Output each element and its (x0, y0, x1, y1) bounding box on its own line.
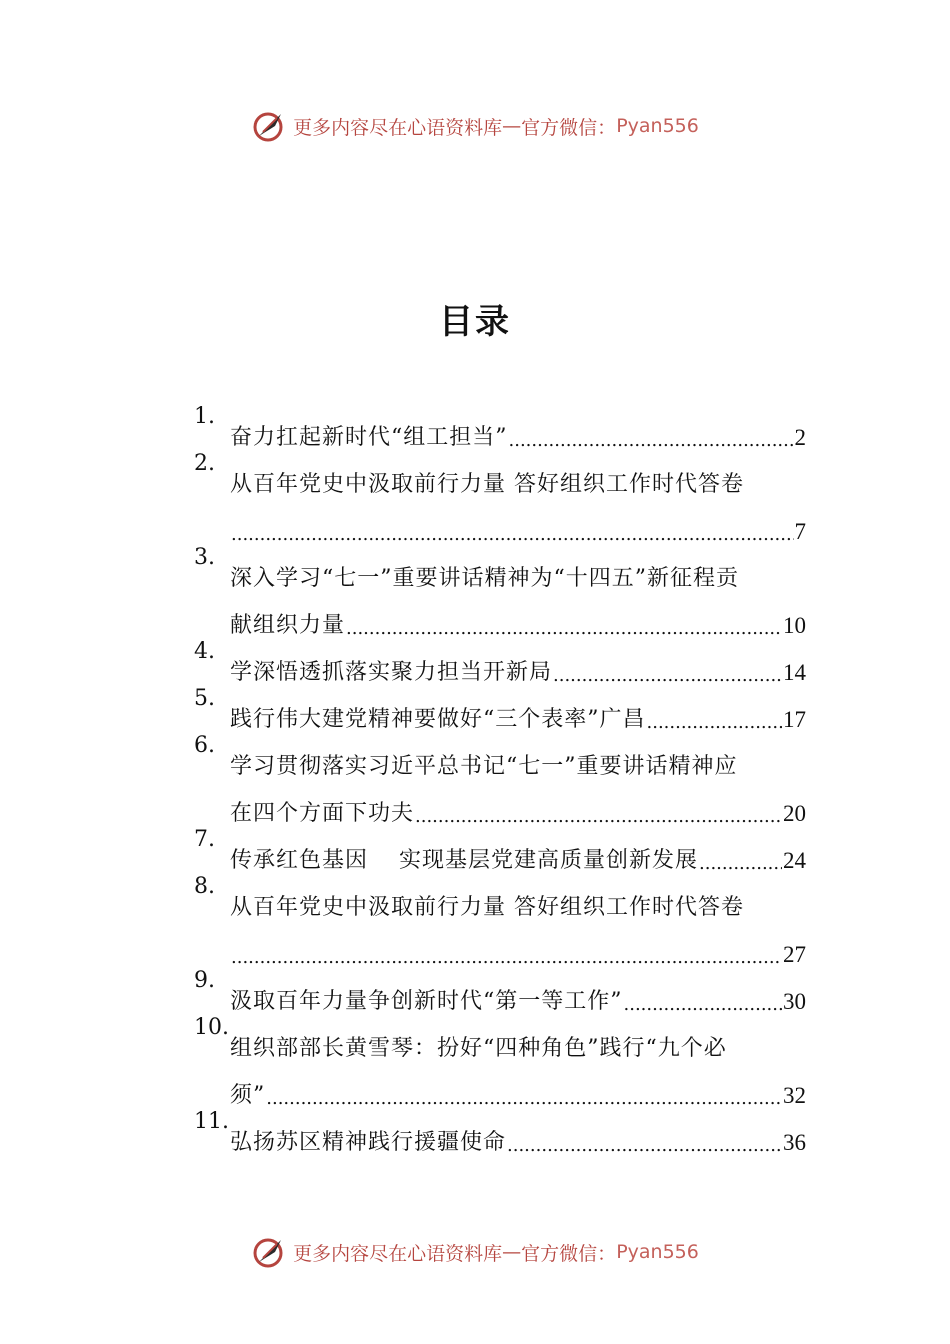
toc-entry-page: 14 (783, 660, 806, 685)
quill-logo-icon (251, 1234, 287, 1270)
toc-entry-number: 7. (194, 827, 215, 852)
toc-entry-title: 奋力扛起新时代“组工担当” (230, 425, 508, 450)
watermark-wechat-label: 官方微信： (521, 1242, 617, 1265)
toc-entry-number: 3. (194, 545, 215, 570)
toc-entry-title: 践行伟大建党精神要做好“三个表率”广昌 (230, 707, 646, 732)
toc-entry-number: 1. (194, 404, 215, 429)
toc-entry-number: 8. (194, 874, 215, 899)
toc-entry[interactable] (194, 1015, 806, 1109)
toc-entry-number: 6. (194, 733, 215, 758)
page-title: 目录 (439, 302, 511, 342)
watermark-text: 更多内容尽在心语资料库 (293, 116, 503, 139)
watermark-header (0, 108, 950, 144)
toc-entry-number: 10. (194, 1015, 229, 1040)
toc-entry[interactable] (194, 968, 806, 1015)
toc-entry-title: 学深悟透抓落实聚力担当开新局 (230, 660, 553, 685)
toc-entry-number: 9. (194, 968, 215, 993)
toc-entry-page: 27 (783, 942, 806, 967)
toc-dot-leader (509, 430, 794, 451)
toc-entry-page: 24 (783, 848, 806, 873)
toc-entry-title: 弘扬苏区精神践行援疆使命 (230, 1130, 507, 1155)
toc-entry[interactable] (194, 827, 806, 874)
watermark-separator: — (502, 115, 522, 137)
quill-logo-icon (251, 108, 287, 144)
toc-entry[interactable] (194, 1109, 806, 1156)
toc-entry-title: 献组织力量 (230, 613, 346, 638)
toc-dot-leader (699, 853, 782, 874)
toc-entry-page: 2 (794, 425, 806, 450)
toc-entry[interactable] (194, 451, 806, 545)
toc-entry-title: 组织部部长黄雪琴：扮好“四种角色”践行“九个必 (230, 1036, 727, 1061)
watermark-wechat-id: Pyan556 (616, 1241, 699, 1263)
toc-entry-title: 深入学习“七一”重要讲话精神为“十四五”新征程贡 (230, 566, 739, 591)
watermark-separator: — (502, 1241, 522, 1263)
table-of-contents (194, 404, 806, 1156)
toc-entry-page: 10 (783, 613, 806, 638)
toc-entry[interactable] (194, 404, 806, 451)
toc-entry-page: 17 (783, 707, 806, 732)
toc-entry-title: 学习贯彻落实习近平总书记“七一”重要讲话精神应 (230, 754, 738, 779)
toc-entry-title: 在四个方面下功夫 (230, 801, 415, 826)
toc-entry-page: 32 (783, 1083, 806, 1108)
toc-entry-number: 11. (194, 1109, 229, 1134)
toc-entry-title: 汲取百年力量争创新时代“第一等工作” (230, 989, 623, 1014)
toc-entry[interactable] (194, 545, 806, 639)
toc-entry-title: 从百年党史中汲取前行力量 答好组织工作时代答卷 (230, 895, 744, 920)
toc-entry-page: 36 (783, 1130, 806, 1155)
toc-entry-number: 4. (194, 639, 215, 664)
toc-entry-page: 7 (794, 519, 806, 544)
toc-entry-number: 2. (194, 451, 215, 476)
toc-entry-page: 20 (783, 801, 806, 826)
watermark-footer (0, 1234, 950, 1270)
toc-dot-leader (553, 665, 782, 686)
toc-entry-title: 须” (230, 1083, 266, 1108)
watermark-wechat-label: 官方微信： (521, 116, 617, 139)
toc-dot-leader (346, 618, 782, 639)
toc-entry[interactable] (194, 874, 806, 968)
toc-dot-leader (624, 994, 783, 1015)
toc-entry[interactable] (194, 733, 806, 827)
toc-entry[interactable] (194, 686, 806, 733)
watermark-text: 更多内容尽在心语资料库 (293, 1242, 503, 1265)
toc-entry-page: 30 (783, 989, 806, 1014)
watermark-wechat-id: Pyan556 (616, 115, 699, 137)
toc-dot-leader (647, 712, 783, 733)
toc-entry[interactable] (194, 639, 806, 686)
toc-entry-title: 传承红色基因 实现基层党建高质量创新发展 (230, 848, 698, 873)
toc-dot-leader (231, 947, 782, 968)
toc-entry-title: 从百年党史中汲取前行力量 答好组织工作时代答卷 (230, 472, 744, 497)
toc-dot-leader (266, 1088, 782, 1109)
toc-dot-leader (231, 524, 794, 545)
toc-entry-number: 5. (194, 686, 215, 711)
toc-dot-leader (507, 1135, 782, 1156)
toc-dot-leader (415, 806, 782, 827)
